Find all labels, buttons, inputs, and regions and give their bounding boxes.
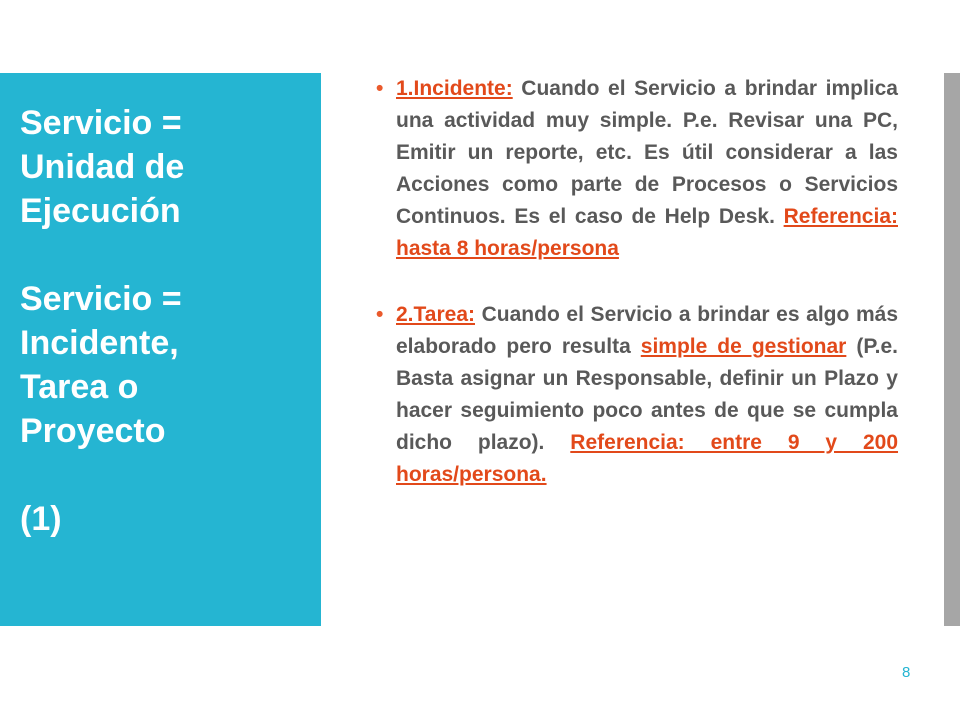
bullet-icon: • — [376, 77, 384, 100]
bullet-item-tarea — [374, 299, 898, 491]
bullet-text: (P.e. Basta asignar un Responsable, definir un Plazo y hacer seguimiento poco antes de que se cumpla dicho plazo). — [396, 335, 898, 454]
bullet-reference: Referencia: entre 9 y 200 horas/persona. — [396, 431, 899, 486]
bullet-list — [374, 73, 898, 491]
right-accent-bar — [944, 73, 960, 626]
bullet-text: Cuando el Servicio a brindar es algo más elaborado pero resulta — [396, 303, 898, 358]
slide-title: Servicio = Unidad de Ejecución Servicio = Incidente, Tarea o Proyecto (1) — [20, 104, 185, 538]
bullet-label: 1.Incidente: — [396, 77, 513, 100]
title-panel — [0, 73, 321, 626]
bullet-reference: Referencia: hasta 8 horas/persona — [396, 205, 898, 260]
bullet-emphasis: simple de gestionar — [640, 335, 847, 358]
bullet-icon: • — [376, 303, 384, 326]
bullet-item-incidente — [374, 73, 898, 265]
page-number: 8 — [902, 664, 911, 681]
bullet-label: 2.Tarea: — [396, 303, 475, 326]
bullet-text: Cuando el Servicio a brindar implica una actividad muy simple. P.e. Revisar una PC, Emitir un reporte, etc. Es útil considerar a las Acciones como parte de Procesos o Servicios Continuos. Es el caso de Help Desk. — [396, 77, 898, 228]
